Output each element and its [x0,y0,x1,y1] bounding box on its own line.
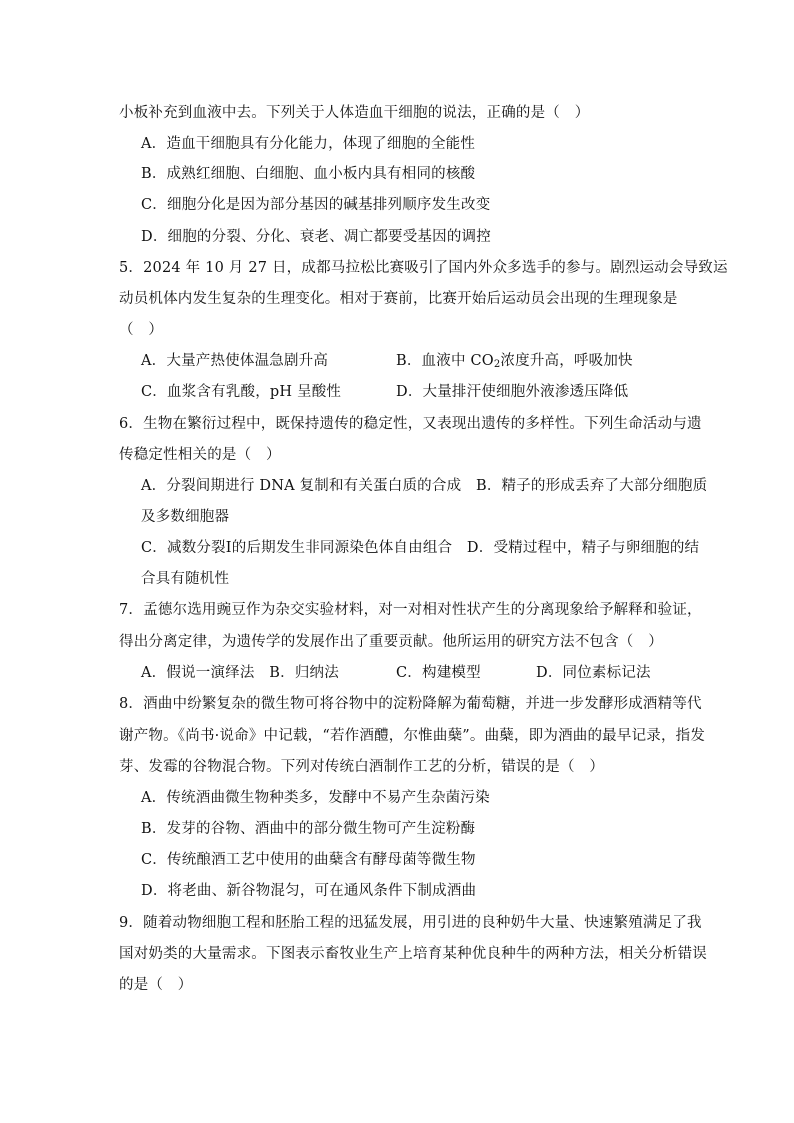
q4-stem-tail: 小板补充到血液中去。下列关于人体造血干细胞的说法，正确的是（ ） [119,105,590,121]
q8-option-a: A．传统酒曲微生物种类多，发酵中不易产生杂菌污染 [141,790,490,806]
q5-option-b [396,351,633,371]
q5-stem-line1: 5．2024 年 10 月 27 日，成都马拉松比赛吸引了国内外众多选手的参与。剧烈运动会导致运 [119,260,728,276]
q5-option-b-sub: 2 [493,359,501,370]
q7-option-d: D．同位素标记法 [536,665,651,681]
q8-option-b: B．发芽的谷物、酒曲中的部分微生物可产生淀粉酶 [141,821,476,837]
q5-option-b-pre: B．血液中 CO [396,353,494,369]
q7-stem-line1: 7．孟德尔选用豌豆作为杂交实验材料，对一对相对性状产生的分离现象给予解释和验证， [119,602,702,618]
q6-options-ab-line1: A．分裂间期进行 DNA 复制和有关蛋白质的合成 B．精子的形成丢弃了大部分细胞质 [141,478,708,494]
q7-stem-line2: 得出分离定律，为遗传学的发展作出了重要贡献。他所运用的研究方法不包含（ ） [119,634,663,650]
q4-option-a: A．造血干细胞具有分化能力，体现了细胞的全能性 [141,136,476,152]
q8-option-d: D．将老曲、新谷物混匀，可在通风条件下制成酒曲 [141,883,477,899]
q6-options-cd-line2: 合具有随机性 [141,571,230,587]
q8-stem-line2: 谢产物。《尚书·说命》中记载，“若作酒醴，尔惟曲蘖”。曲蘖，即为酒曲的最早记录，指发 [119,728,706,744]
q9-stem-line2: 国对奶类的大量需求。下图表示畜牧业生产上培育某种优良种牛的两种方法，相关分析错误 [119,946,707,962]
q7-option-c: C．构建模型 [396,665,481,681]
q5-stem-line3: （ ） [119,322,164,338]
q5-stem-line2: 动员机体内发生复杂的生理变化。相对于赛前，比赛开始后运动员会出现的生理现象是 [119,291,678,307]
q6-options-cd-line1: C．减数分裂Ⅰ的后期发生非同源染色体自由组合 D．受精过程中，精子与卵细胞的结 [141,540,700,556]
q8-stem-line1: 8．酒曲中纷繁复杂的微生物可将谷物中的淀粉降解为葡萄糖，并进一步发酵形成酒精等代 [119,696,702,712]
q8-option-c: C．传统酿酒工艺中使用的曲蘖含有酵母菌等微生物 [141,852,476,868]
q5-option-b-post: 浓度升高，呼吸加快 [500,353,633,369]
q9-stem-line3: 的是（ ） [119,977,193,993]
q5-option-d: D．大量排汗使细胞外液渗透压降低 [396,384,629,400]
q6-options-ab-line2: 及多数细胞器 [141,509,230,525]
q5-option-a: A．大量产热使体温急剧升高 [141,353,329,369]
q4-option-c: C．细胞分化是因为部分基因的碱基排列顺序发生改变 [141,197,491,213]
q6-stem-line1: 6．生物在繁衍过程中，既保持遗传的稳定性，又表现出遗传的多样性。下列生命活动与遗 [119,416,702,432]
q8-stem-line3: 芽、发霉的谷物混合物。下列对传统白酒制作工艺的分析，错误的是（ ） [119,759,605,775]
q4-option-d: D．细胞的分裂、分化、衰老、凋亡都要受基因的调控 [141,229,491,245]
q9-stem-line1: 9．随着动物细胞工程和胚胎工程的迅猛发展，用引进的良种奶牛大量、快速繁殖满足了我 [119,915,702,931]
q6-stem-line2: 传稳定性相关的是（ ） [119,447,281,463]
q7-options-ab: A．假说一演绎法 B．归纳法 [141,665,339,681]
q4-option-b: B．成熟红细胞、白细胞、血小板内具有相同的核酸 [141,166,476,182]
q5-option-c: C．血浆含有乳酸，pH 呈酸性 [141,384,342,400]
